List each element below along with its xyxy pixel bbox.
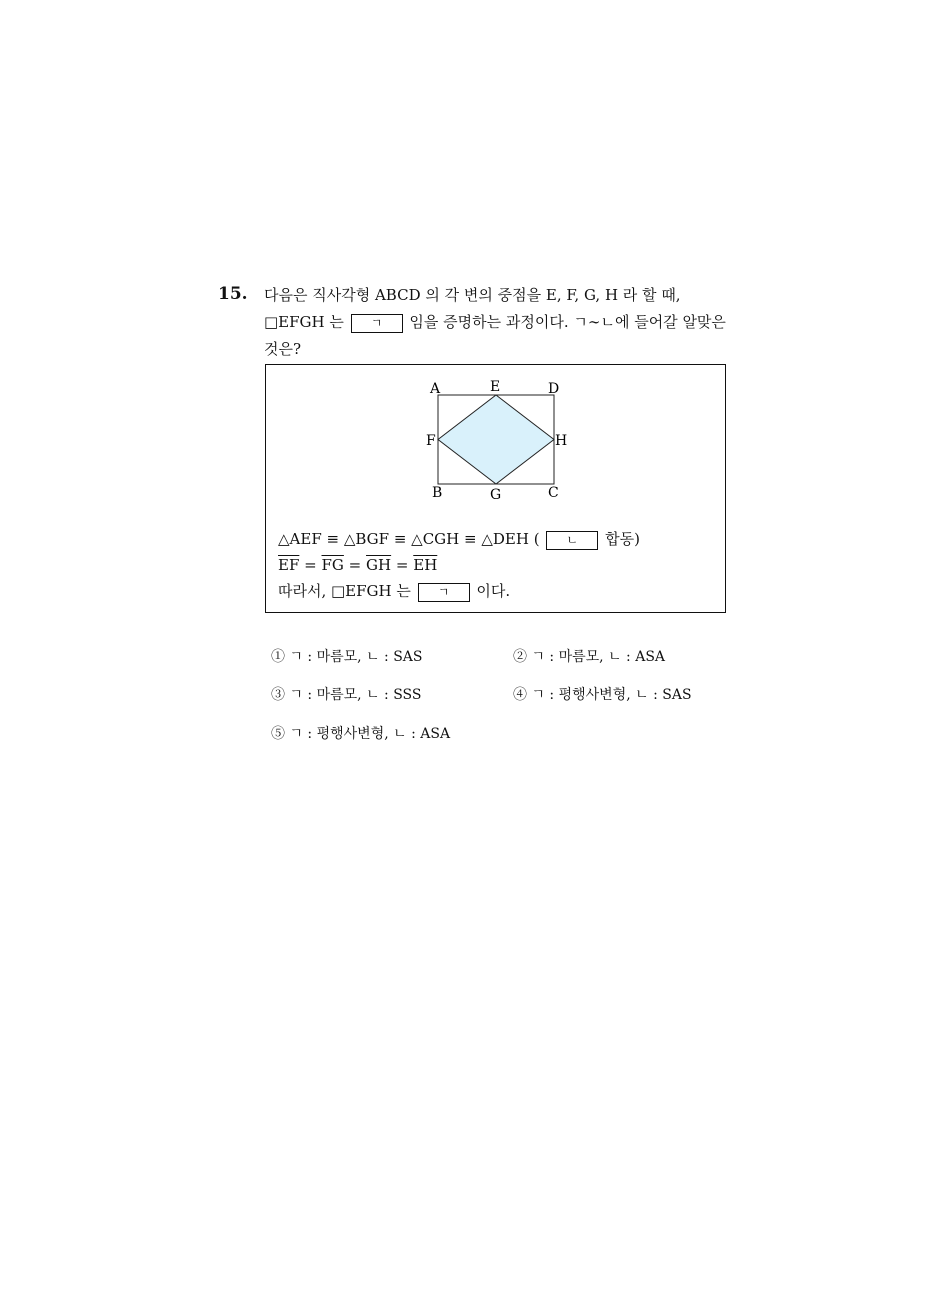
choice-5[interactable] bbox=[271, 724, 450, 744]
blank-nieun: ㄴ bbox=[546, 531, 598, 550]
segment-fg: $\overline{FG}$ bbox=[321, 556, 344, 574]
label-c: C bbox=[548, 485, 559, 501]
question-line-3: 것은? bbox=[264, 340, 302, 358]
choice-2-number: ② bbox=[513, 649, 527, 665]
blank-giyeok: ㄱ bbox=[351, 314, 403, 333]
choice-3-number: ③ bbox=[271, 687, 285, 703]
rhombus-efgh bbox=[438, 395, 554, 484]
label-h: H bbox=[555, 433, 568, 449]
choice-5-text: ㄱ : 평행사변형, ㄴ : ASA bbox=[289, 726, 451, 742]
choice-3[interactable] bbox=[271, 685, 422, 705]
choice-1-number: ① bbox=[271, 649, 285, 665]
equals-2: = bbox=[348, 556, 362, 574]
question-number: 15. bbox=[218, 284, 248, 304]
equals-1: = bbox=[304, 556, 317, 574]
equals-3: = bbox=[395, 556, 409, 574]
choice-2[interactable] bbox=[513, 647, 665, 667]
choice-4-text: ㄱ : 평행사변형, ㄴ : SAS bbox=[531, 687, 692, 703]
proof-line-1 bbox=[278, 529, 640, 550]
label-b: B bbox=[432, 485, 443, 501]
label-d: D bbox=[548, 381, 560, 397]
choice-4-number: ④ bbox=[513, 687, 527, 703]
choice-3-text: ㄱ : 마름모, ㄴ : SSS bbox=[289, 687, 422, 703]
choice-2-text: ㄱ : 마름모, ㄴ : ASA bbox=[531, 649, 666, 665]
question-line-2 bbox=[264, 312, 726, 333]
label-f: F bbox=[426, 433, 436, 449]
choice-1[interactable] bbox=[271, 647, 423, 667]
question-line-2-prefix: □EFGH 는 bbox=[264, 313, 344, 331]
choice-4[interactable] bbox=[513, 685, 692, 705]
proof-line-3 bbox=[278, 581, 510, 602]
blank-giyeok-2: ㄱ bbox=[418, 583, 470, 602]
proof-line-1-suffix: 합동) bbox=[605, 530, 640, 548]
proof-line-3-prefix: 따라서, □EFGH 는 bbox=[278, 582, 411, 600]
proof-line-2 bbox=[278, 555, 437, 575]
question-line-2-suffix: 임을 증명하는 과정이다. ㄱ∼ㄴ에 들어갈 알맞은 bbox=[409, 313, 726, 331]
proof-line-3-suffix: 이다. bbox=[476, 582, 511, 600]
segment-eh: $\overline{EH}$ bbox=[413, 556, 438, 574]
segment-gh: $\overline{GH}$ bbox=[366, 556, 392, 574]
question-line-1: 다음은 직사각형 ABCD 의 각 변의 중점을 E, F, G, H 라 할 때, bbox=[264, 286, 681, 304]
segment-ef: $\overline{EF}$ bbox=[278, 556, 300, 574]
proof-line-1-prefix: △AEF ≡ △BGF ≡ △CGH ≡ △DEH ( bbox=[278, 530, 540, 548]
proof-box bbox=[265, 364, 726, 613]
rectangle-rhombus-figure bbox=[416, 373, 576, 508]
label-e: E bbox=[490, 379, 501, 395]
choice-1-text: ㄱ : 마름모, ㄴ : SAS bbox=[289, 649, 423, 665]
label-a: A bbox=[430, 381, 441, 397]
label-g: G bbox=[490, 487, 502, 503]
choice-5-number: ⑤ bbox=[271, 726, 285, 742]
